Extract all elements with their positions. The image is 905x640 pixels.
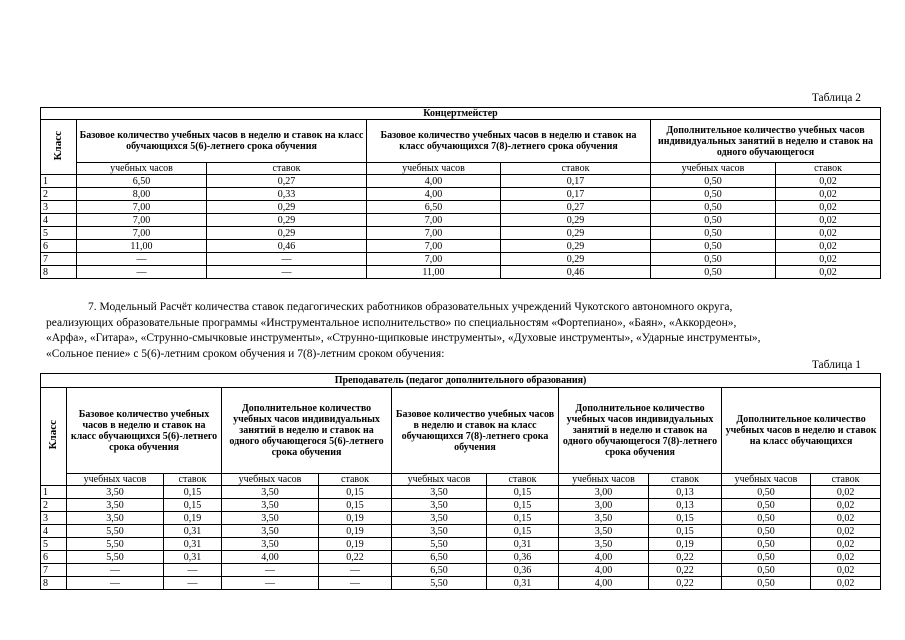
table-cell: 0,33 — [207, 188, 367, 201]
table-cell: 0,02 — [776, 214, 881, 227]
klass-header-cell — [41, 120, 77, 175]
table-cell: 0,02 — [811, 564, 881, 577]
table-cell: 3,50 — [559, 525, 649, 538]
class-number-cell: 1 — [41, 486, 67, 499]
table2-title: Концертмейстер — [41, 108, 881, 120]
table-cell: 0,02 — [776, 227, 881, 240]
class-number-cell: 7 — [41, 253, 77, 266]
table-cell: 0,02 — [811, 525, 881, 538]
table-cell: 0,50 — [722, 512, 811, 525]
class-number-cell: 3 — [41, 512, 67, 525]
sub-header-hours: учебных часов — [392, 474, 487, 486]
table-cell: 0,15 — [487, 525, 559, 538]
table-row — [41, 499, 881, 512]
table-cell: 0,29 — [501, 240, 651, 253]
table-cell: 0,31 — [487, 577, 559, 590]
table-cell: 0,15 — [649, 525, 722, 538]
table-cell: 0,15 — [487, 512, 559, 525]
table-cell: 3,50 — [392, 486, 487, 499]
sub-header-hours: учебных часов — [67, 474, 164, 486]
table1-group-header: Дополнительное количество учебных часов в неделю и ставок на класс обучающихся — [722, 388, 881, 474]
class-number-cell: 5 — [41, 227, 77, 240]
sub-header-rates: ставок — [811, 474, 881, 486]
table-cell: 0,15 — [649, 512, 722, 525]
table1-title: Преподаватель (педагог дополнительного образования) — [41, 374, 881, 388]
table-cell: 0,50 — [722, 499, 811, 512]
table-cell: 3,50 — [67, 512, 164, 525]
table-cell: 0,36 — [487, 551, 559, 564]
table-row — [41, 512, 881, 525]
table-cell: 3,50 — [67, 486, 164, 499]
table-cell: — — [222, 564, 319, 577]
sub-header-rates: ставок — [164, 474, 222, 486]
paragraph-line: реализующих образовательные программы «Инструментальное исполнительство» по специальностям «Фортепиано», «Баян», «Аккордеон», — [46, 316, 737, 329]
table-cell: 3,50 — [559, 538, 649, 551]
class-number-cell: 7 — [41, 564, 67, 577]
table1-group-header: Дополнительное количество учебных часов индивидуальных занятий в неделю и ставок на одного обучающегося 7(8)-летнего срока обучения — [559, 388, 722, 474]
table-cell: — — [319, 577, 392, 590]
table-cell: 0,50 — [651, 227, 776, 240]
table-cell: 7,00 — [367, 240, 501, 253]
sub-header-hours: учебных часов — [222, 474, 319, 486]
table-cell: 0,29 — [207, 214, 367, 227]
table2-body — [41, 175, 881, 279]
class-number-cell: 4 — [41, 214, 77, 227]
table-cell: 0,15 — [319, 486, 392, 499]
sub-header-hours: учебных часов — [77, 163, 207, 175]
table-cell: 7,00 — [77, 214, 207, 227]
table2-caption: Таблица 2 — [811, 92, 861, 104]
table-cell: 0,02 — [811, 538, 881, 551]
table-cell: 3,50 — [392, 512, 487, 525]
teacher-table — [40, 373, 881, 590]
table-cell: 0,02 — [811, 486, 881, 499]
table-cell: 3,50 — [559, 512, 649, 525]
class-number-cell: 2 — [41, 499, 67, 512]
table-row — [41, 577, 881, 590]
class-number-cell: 4 — [41, 525, 67, 538]
table-cell: 0,50 — [651, 175, 776, 188]
table-row — [41, 486, 881, 499]
table-cell: 7,00 — [77, 227, 207, 240]
table-cell: 0,50 — [651, 253, 776, 266]
table-cell: 0,22 — [649, 551, 722, 564]
table-cell: — — [164, 577, 222, 590]
table-cell: 0,15 — [319, 499, 392, 512]
sub-header-rates: ставок — [487, 474, 559, 486]
sub-header-rates: ставок — [501, 163, 651, 175]
table-cell: — — [319, 564, 392, 577]
table-cell: 0,27 — [501, 201, 651, 214]
table-cell: 0,02 — [811, 512, 881, 525]
class-number-cell: 3 — [41, 201, 77, 214]
sub-header-hours: учебных часов — [722, 474, 811, 486]
table-cell: 3,50 — [222, 525, 319, 538]
table-cell: 0,15 — [487, 499, 559, 512]
class-number-cell: 8 — [41, 266, 77, 279]
table-row — [41, 227, 881, 240]
table-row — [41, 188, 881, 201]
table-cell: 5,50 — [67, 525, 164, 538]
table-cell: 3,00 — [559, 499, 649, 512]
table2-group-header: Дополнительное количество учебных часов индивидуальных занятий в неделю и ставок на одного обучающегося — [651, 120, 881, 163]
table-cell: 3,50 — [392, 525, 487, 538]
table-cell: 0,46 — [207, 240, 367, 253]
table-row — [41, 551, 881, 564]
table-cell: 0,19 — [319, 525, 392, 538]
class-number-cell: 6 — [41, 240, 77, 253]
table-cell: 7,00 — [367, 253, 501, 266]
table-cell: 5,50 — [67, 551, 164, 564]
table-cell: 0,31 — [164, 551, 222, 564]
sub-header-hours: учебных часов — [367, 163, 501, 175]
table-cell: 0,02 — [776, 175, 881, 188]
table-cell: 7,00 — [77, 201, 207, 214]
table-cell: — — [207, 266, 367, 279]
table-cell: 5,50 — [392, 538, 487, 551]
table-cell: 5,50 — [67, 538, 164, 551]
table-cell: 0,46 — [501, 266, 651, 279]
paragraph-line: 7. Модельный Расчёт количества ставок педагогических работников образовательных учреждений Чукотского автономного округа, — [88, 301, 733, 313]
table-cell: 0,19 — [319, 538, 392, 551]
table-cell: 4,00 — [222, 551, 319, 564]
table-cell: 11,00 — [367, 266, 501, 279]
table2-group-header: Базовое количество учебных часов в неделю и ставок на класс обучающихся 5(6)-летнего срока обучения — [77, 120, 367, 163]
klass-header-cell — [41, 388, 67, 486]
table-cell: 6,50 — [77, 175, 207, 188]
sub-header-hours: учебных часов — [651, 163, 776, 175]
table-cell: 3,50 — [222, 538, 319, 551]
class-number-cell: 8 — [41, 577, 67, 590]
table-cell: 3,00 — [559, 486, 649, 499]
table-cell: 3,50 — [392, 499, 487, 512]
table-row — [41, 266, 881, 279]
table-cell: 0,15 — [164, 499, 222, 512]
table-cell: 0,02 — [811, 551, 881, 564]
table-cell: 0,19 — [649, 538, 722, 551]
table-cell: 0,15 — [164, 486, 222, 499]
table-cell: 0,50 — [722, 538, 811, 551]
table-cell: 0,29 — [501, 214, 651, 227]
table1-group-header: Дополнительное количество учебных часов индивидуальных занятий в неделю и ставок на одного обучающегося 5(6)-летнего срока обучения — [222, 388, 392, 474]
class-number-cell: 5 — [41, 538, 67, 551]
table-cell: 0,31 — [487, 538, 559, 551]
sub-header-hours: учебных часов — [559, 474, 649, 486]
table-cell: 0,50 — [722, 525, 811, 538]
table-cell: 0,19 — [319, 512, 392, 525]
table-cell: — — [77, 253, 207, 266]
table-cell: 6,50 — [367, 201, 501, 214]
table-row — [41, 253, 881, 266]
sub-header-rates: ставок — [319, 474, 392, 486]
table-cell: — — [207, 253, 367, 266]
table-cell: 6,50 — [392, 564, 487, 577]
table2-group-header: Базовое количество учебных часов в неделю и ставок на класс обучающихся 7(8)-летнего срока обучения — [367, 120, 651, 163]
table-row — [41, 214, 881, 227]
sub-header-rates: ставок — [649, 474, 722, 486]
table-cell: 0,31 — [164, 525, 222, 538]
table-cell: 7,00 — [367, 227, 501, 240]
table-cell: 0,50 — [722, 551, 811, 564]
table-cell: 0,02 — [776, 240, 881, 253]
class-number-cell: 6 — [41, 551, 67, 564]
table-cell: 6,50 — [392, 551, 487, 564]
sub-header-rates: ставок — [207, 163, 367, 175]
table-cell: 0,02 — [776, 188, 881, 201]
table-cell: 0,02 — [811, 499, 881, 512]
table-cell: 3,50 — [222, 499, 319, 512]
klass-header: Класс — [52, 130, 64, 161]
table1-caption: Таблица 1 — [811, 359, 861, 371]
table-row — [41, 240, 881, 253]
table-cell: 0,29 — [207, 201, 367, 214]
table-cell: 3,50 — [222, 486, 319, 499]
table-cell: 3,50 — [67, 499, 164, 512]
table-cell: — — [164, 564, 222, 577]
table1-group-header: Базовое количество учебных часов в неделю и ставок на класс обучающихся 7(8)-летнего срока обучения — [392, 388, 559, 474]
table-cell: 0,50 — [722, 564, 811, 577]
table-cell: 0,02 — [776, 201, 881, 214]
table-cell: 0,36 — [487, 564, 559, 577]
table-cell: 0,02 — [776, 266, 881, 279]
table-cell: 4,00 — [559, 577, 649, 590]
class-number-cell: 1 — [41, 175, 77, 188]
sub-header-rates: ставок — [776, 163, 881, 175]
table-cell: 0,02 — [811, 577, 881, 590]
table-row — [41, 525, 881, 538]
table-cell: 7,00 — [367, 214, 501, 227]
table-cell: 0,15 — [487, 486, 559, 499]
table-cell: 0,50 — [722, 486, 811, 499]
table-cell: 5,50 — [392, 577, 487, 590]
table-cell: 0,50 — [651, 240, 776, 253]
table-cell: 3,50 — [222, 512, 319, 525]
table-cell: — — [222, 577, 319, 590]
table-cell: 0,13 — [649, 486, 722, 499]
klass-header: Класс — [47, 420, 59, 450]
table-row — [41, 538, 881, 551]
table-cell: 0,22 — [649, 564, 722, 577]
table-cell: 4,00 — [559, 551, 649, 564]
table-cell: 0,19 — [164, 512, 222, 525]
table-cell: 0,02 — [776, 253, 881, 266]
table-cell: 4,00 — [367, 175, 501, 188]
concertmaster-table — [40, 107, 881, 279]
table-cell: 0,50 — [722, 577, 811, 590]
table-row — [41, 564, 881, 577]
table-cell: 0,29 — [501, 227, 651, 240]
table-cell: 0,13 — [649, 499, 722, 512]
table-cell: — — [77, 266, 207, 279]
table-cell: 0,29 — [207, 227, 367, 240]
table-cell: 0,50 — [651, 188, 776, 201]
class-number-cell: 2 — [41, 188, 77, 201]
table-cell: 0,50 — [651, 266, 776, 279]
table-row — [41, 201, 881, 214]
table-cell: 0,22 — [649, 577, 722, 590]
table-row — [41, 175, 881, 188]
table1-body — [41, 486, 881, 590]
table-cell: 0,22 — [319, 551, 392, 564]
table-cell: — — [67, 564, 164, 577]
table-cell: 4,00 — [367, 188, 501, 201]
table1-group-header: Базовое количество учебных часов в неделю и ставок на класс обучающихся 5(6)-летнего срока обучения — [67, 388, 222, 474]
paragraph-line: «Арфа», «Гитара», «Струнно-смычковые инструменты», «Струнно-щипковые инструменты», «Духовые инструменты», «Ударные инструменты», — [46, 332, 761, 344]
table-cell: — — [67, 577, 164, 590]
table-cell: 0,31 — [164, 538, 222, 551]
table-cell: 0,17 — [501, 188, 651, 201]
table-cell: 4,00 — [559, 564, 649, 577]
table-cell: 0,17 — [501, 175, 651, 188]
paragraph-line: «Сольное пение» с 5(6)-летним сроком обучения и 7(8)-летним сроком обучения: — [46, 347, 445, 360]
table-cell: 8,00 — [77, 188, 207, 201]
table-cell: 0,29 — [501, 253, 651, 266]
paragraph — [46, 300, 864, 362]
table-cell: 0,27 — [207, 175, 367, 188]
table-cell: 0,50 — [651, 214, 776, 227]
table-cell: 11,00 — [77, 240, 207, 253]
table-cell: 0,50 — [651, 201, 776, 214]
